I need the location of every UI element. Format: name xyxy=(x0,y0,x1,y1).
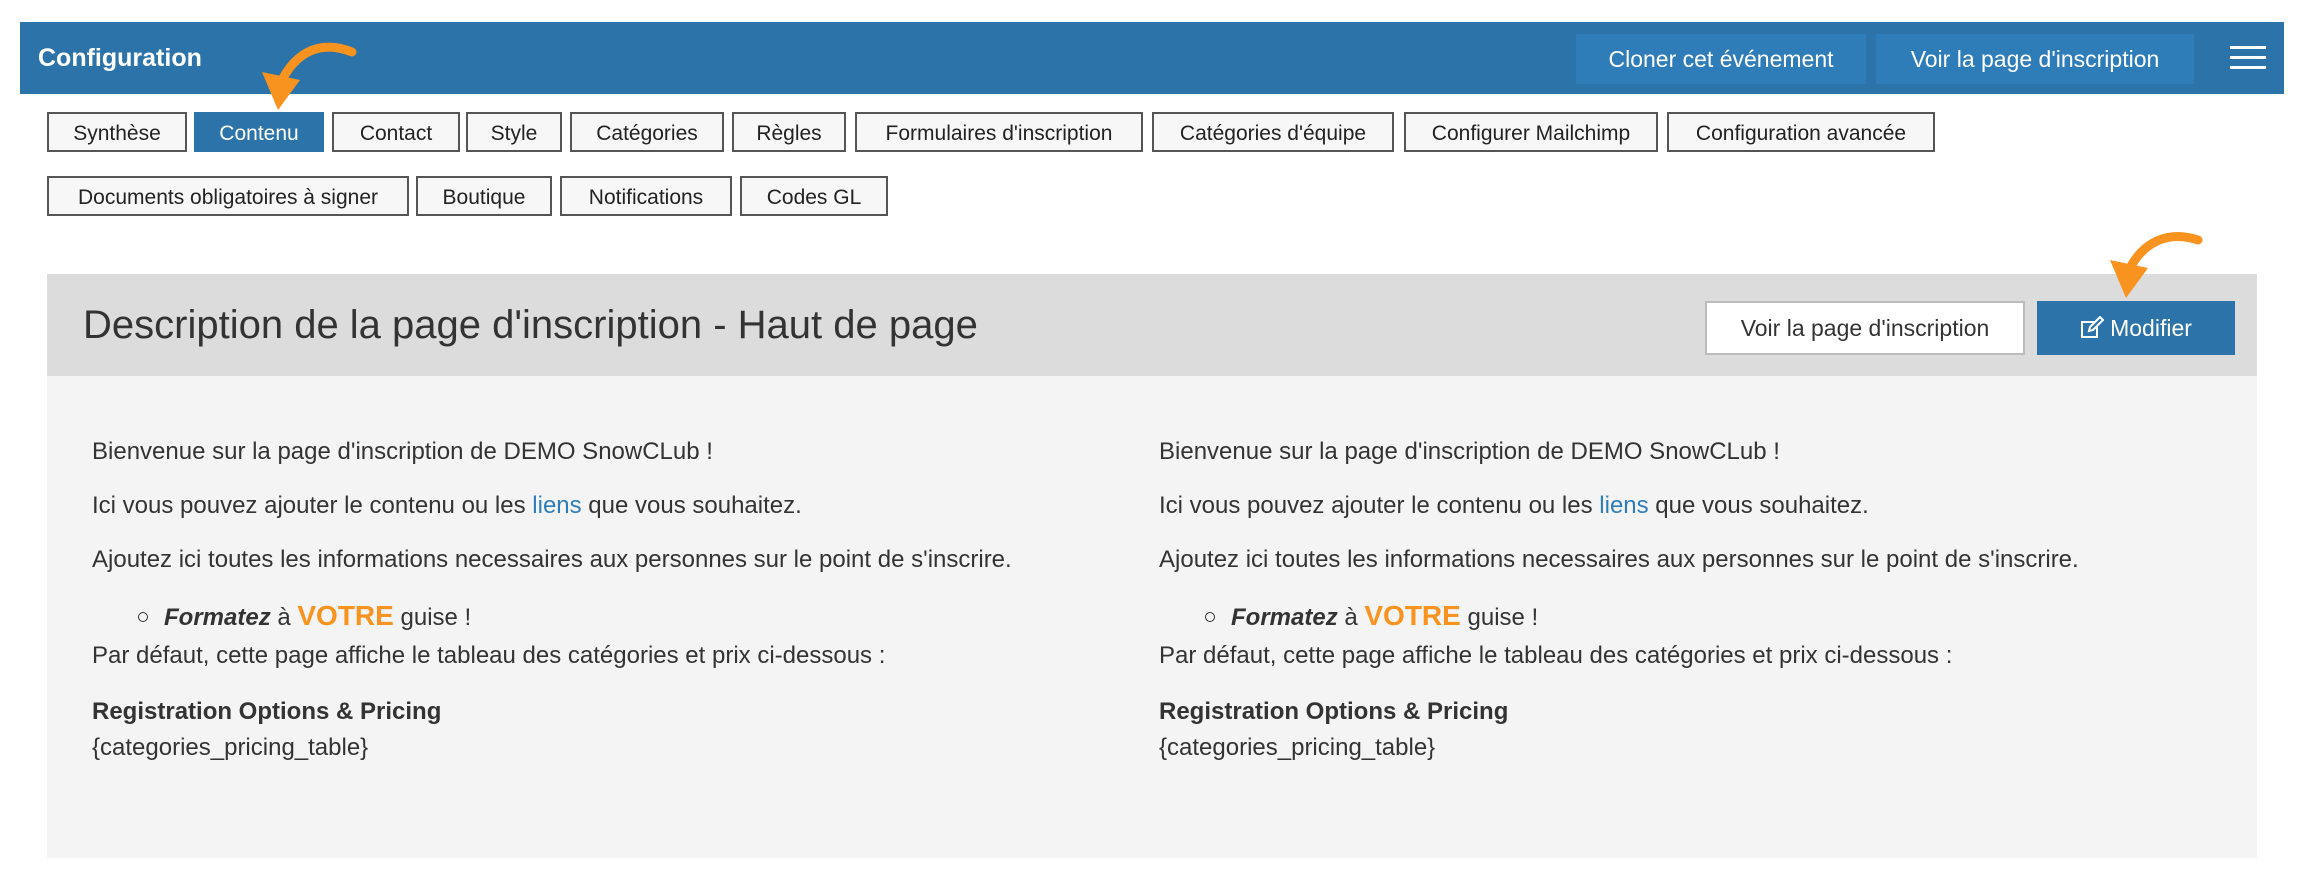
tab-regles[interactable]: Règles xyxy=(732,112,846,152)
arrow-icon xyxy=(2102,226,2212,306)
bullet-icon xyxy=(1205,612,1215,622)
tab-categories[interactable]: Catégories xyxy=(570,112,724,152)
default-text: Par défaut, cette page affiche le tableau des catégories et prix ci-dessous : xyxy=(1159,642,1953,669)
bullet-item: Formatez à VOTRE guise ! xyxy=(1231,600,1539,631)
liens-link[interactable]: liens xyxy=(1599,492,1649,519)
clone-event-button[interactable]: Cloner cet événement xyxy=(1576,34,1866,84)
arrow-icon xyxy=(252,36,362,116)
pricing-placeholder: {categories_pricing_table} xyxy=(1159,734,1436,761)
edit-icon xyxy=(2080,316,2104,340)
panel-title: Description de la page d'inscription - Haut de page xyxy=(83,303,978,347)
pricing-placeholder: {categories_pricing_table} xyxy=(92,734,369,761)
tab-contact[interactable]: Contact xyxy=(332,112,460,152)
panel-header xyxy=(47,274,2257,376)
view-page-button[interactable]: Voir la page d'inscription xyxy=(1705,301,2025,355)
edit-button-label: Modifier xyxy=(2110,315,2192,341)
tab-formulaires[interactable]: Formulaires d'inscription xyxy=(855,112,1143,152)
tab-contenu[interactable]: Contenu xyxy=(194,112,324,152)
content-line: Ici vous pouvez ajouter le contenu ou les liens que vous souhaitez. xyxy=(1159,492,1869,519)
tab-boutique[interactable]: Boutique xyxy=(416,176,552,216)
app-title: Configuration xyxy=(38,44,202,72)
tab-configuration-avancee[interactable]: Configuration avancée xyxy=(1667,112,1935,152)
tab-codes-gl[interactable]: Codes GL xyxy=(740,176,888,216)
welcome-text: Bienvenue sur la page d'inscription de DEMO SnowCLub ! xyxy=(1159,438,1780,465)
info-text: Ajoutez ici toutes les informations necessaires aux personnes sur le point de s'inscrire. xyxy=(1159,546,2079,573)
default-text: Par défaut, cette page affiche le tableau des catégories et prix ci-dessous : xyxy=(92,642,886,669)
tab-style[interactable]: Style xyxy=(466,112,562,152)
bullet-item: Formatez à VOTRE guise ! xyxy=(164,600,472,631)
info-text: Ajoutez ici toutes les informations necessaires aux personnes sur le point de s'inscrire. xyxy=(92,546,1012,573)
hamburger-icon[interactable] xyxy=(2230,46,2266,70)
welcome-text: Bienvenue sur la page d'inscription de DEMO SnowCLub ! xyxy=(92,438,713,465)
pricing-title: Registration Options & Pricing xyxy=(1159,698,1509,725)
view-registration-page-button[interactable]: Voir la page d'inscription xyxy=(1876,34,2194,84)
panel-body xyxy=(47,376,2257,858)
content-line: Ici vous pouvez ajouter le contenu ou les liens que vous souhaitez. xyxy=(92,492,802,519)
liens-link[interactable]: liens xyxy=(532,492,582,519)
tab-documents[interactable]: Documents obligatoires à signer xyxy=(47,176,409,216)
edit-button[interactable] xyxy=(2037,301,2235,355)
pricing-title: Registration Options & Pricing xyxy=(92,698,442,725)
tab-mailchimp[interactable]: Configurer Mailchimp xyxy=(1404,112,1658,152)
bullet-icon xyxy=(138,612,148,622)
tab-categories-equipe[interactable]: Catégories d'équipe xyxy=(1152,112,1394,152)
tab-notifications[interactable]: Notifications xyxy=(560,176,732,216)
tab-synthese[interactable]: Synthèse xyxy=(47,112,187,152)
